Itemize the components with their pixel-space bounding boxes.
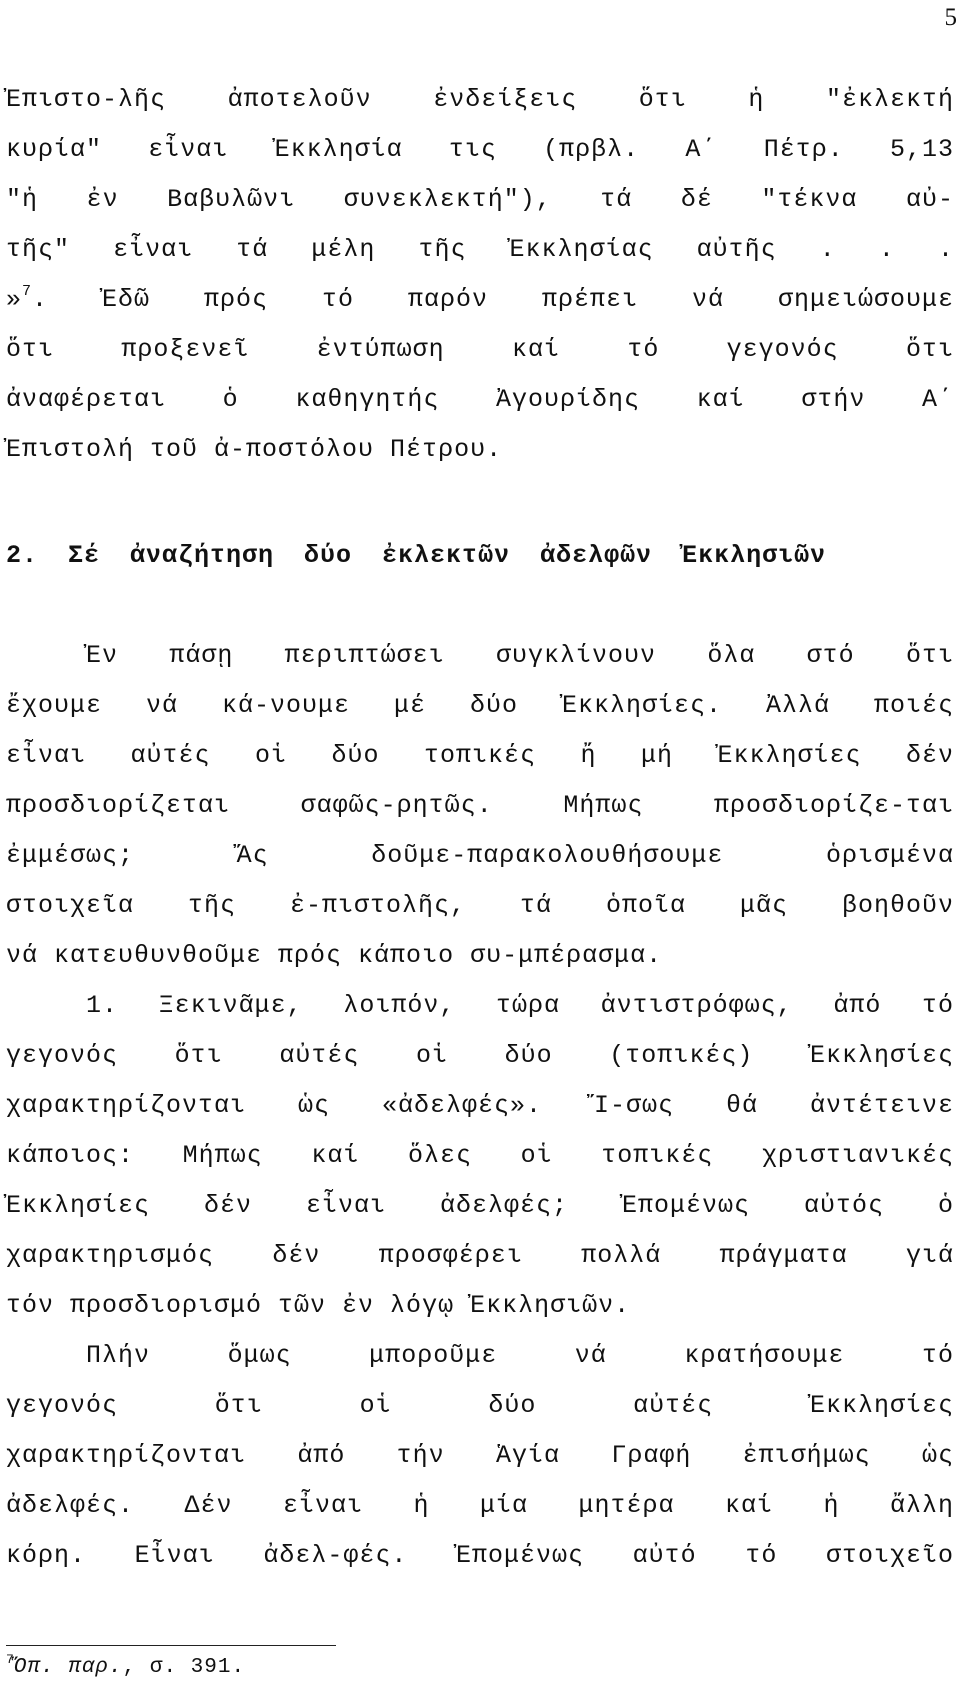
text-line: γεγονός ὅτι αὐτές οἱ δύο (τοπικές) Ἐκκλησίες [6, 1041, 954, 1070]
section-heading-wrap [6, 531, 954, 581]
footnote-reference[interactable]: 7 [22, 283, 33, 300]
text-line: "ἡ ἐν Βαβυλῶνι συνεκλεκτή"), τά δέ "τέκνα αὐ- [6, 185, 954, 214]
footnote-reference-period: . [32, 285, 49, 314]
text-line-with-footnote [6, 275, 954, 325]
text-line: Ἐν πάσῃ περιπτώσει συγκλίνουν ὅλα στό ὅτι [86, 641, 954, 670]
closing-quote: » [6, 285, 23, 314]
text-line: ἐμμέσως; Ἄς δοῦμε-παρακολουθήσουμε ὁρισμένα [6, 841, 954, 870]
text-line: Ἐπιστο-λῆς ἀποτελοῦν ἐνδείξεις ὅτι ἡ "ἐκλεκτή [6, 85, 954, 114]
paragraph-1 [6, 75, 954, 475]
page-number: 5 [944, 4, 957, 31]
text-line: στοιχεῖα τῆς ἐ-πιστολῆς, τά ὁποῖα μᾶς βοηθοῦν [6, 891, 954, 920]
text-line: Πλήν ὅμως μποροῦμε νά κρατήσουμε τό [86, 1341, 954, 1370]
text-line: ἀδελφές. Δέν εἶναι ἡ μία μητέρα καί ἡ ἄλλη [6, 1491, 954, 1520]
text-line: κάποιος: Μήπως καί ὅλες οἱ τοπικές χριστιανικές [6, 1141, 954, 1170]
text-line: χαρακτηρίζονται ἀπό τήν Ἁγία Γραφή ἐπισήμως ὡς [6, 1441, 954, 1470]
footnote [6, 1653, 245, 1684]
footnote-text: , σ. 391. [122, 1656, 246, 1679]
text-line: γεγονός ὅτι οἱ δύο αὐτές Ἐκκλησίες [6, 1391, 954, 1420]
text-line: τῆς" εἶναι τά μέλη τῆς Ἐκκλησίας αὐτῆς . . . [6, 235, 954, 264]
text-line: κόρη. Εἶναι ἀδελ-φές. Ἐπομένως αὐτό τό στοιχεῖο [6, 1541, 954, 1570]
text-line: Ἐπιστολή τοῦ ἀ-ποστόλου Πέτρου. [6, 435, 503, 464]
section-heading: 2. Σέ ἀναζήτηση δύο ἐκλεκτῶν ἀδελφῶν Ἐκκλησιῶν [6, 541, 827, 570]
footnote-mark: 7 [6, 1652, 14, 1667]
text-line: ἔχουμε νά κά-νουμε μέ δύο Ἐκκλησίες. Ἀλλά ποιές [6, 691, 954, 720]
text-line: χαρακτηρίζονται ὡς «ἀδελφές». Ἴ-σως θά ἀντέτεινε [6, 1091, 954, 1120]
text-line: 1. Ξεκινᾶμε, λοιπόν, τώρα ἀντιστρόφως, ἀπό τό [86, 991, 954, 1020]
text-line: νά κατευθυνθοῦμε πρός κάποιο συ-μπέρασμα. [6, 941, 663, 970]
text-line: τόν προσδιορισμό τῶν ἐν λόγῳ Ἐκκλησιῶν. [6, 1291, 631, 1320]
text-line: ἀναφέρεται ὁ καθηγητής Ἀγουρίδης καί στήν Α΄ [6, 385, 954, 414]
text-line-remainder: Ἐδῶ πρός τό παρόν πρέπει νά σημειώσουμε [102, 285, 954, 314]
text-line: Ἐκκλησίες δέν εἶναι ἀδελφές; Ἐπομένως αὐτός ὁ [6, 1191, 954, 1220]
text-line: χαρακτηρισμός δέν προσφέρει πολλά πράγματα γιά [6, 1241, 954, 1270]
footnote-divider [6, 1645, 336, 1646]
text-line: κυρία" εἶναι Ἐκκλησία τις (πρβλ. Α΄ Πέτρ. 5,13 [6, 135, 954, 164]
footnote-abbreviation: Ὅπ. παρ. [13, 1656, 123, 1679]
text-line: προσδιορίζεται σαφῶς-ρητῶς. Μήπως προσδιορίζε-ται [6, 791, 954, 820]
text-line: εἶναι αὐτές οἱ δύο τοπικές ἤ μή Ἐκκλησίες δέν [6, 741, 954, 770]
body-text [6, 631, 954, 1581]
text-line: ὅτι προξενεῖ ἐντύπωση καί τό γεγονός ὅτι [6, 335, 954, 364]
